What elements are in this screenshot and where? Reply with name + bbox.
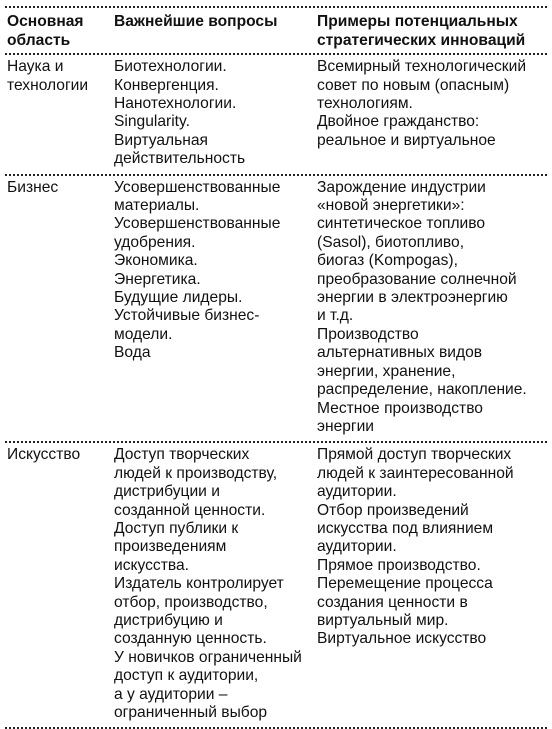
issues-line: а у аудитории – — [114, 685, 228, 703]
examples-line: Производство — [317, 325, 419, 343]
issues-line: отбор, производство, — [114, 593, 268, 611]
area-cell — [5, 58, 114, 168]
issues-line: дистрибуции и — [114, 483, 220, 501]
area-line: технологии — [7, 76, 89, 94]
issues-line: Конвергенция. — [114, 76, 219, 94]
examples-line: Прямой доступ творческих — [317, 446, 512, 464]
examples-line: аудитории. — [317, 483, 397, 501]
examples-line: Виртуальное искусство — [317, 630, 487, 648]
examples-line: энергии — [317, 417, 375, 435]
examples-line: виртуальный мир. — [317, 611, 449, 629]
examples-line: энергии в электроэнергию — [317, 289, 508, 307]
table-row — [5, 55, 547, 173]
examples-line: технологиям. — [317, 95, 413, 112]
examples-line: «новой энергетики»: — [317, 197, 465, 215]
examples-line: биогаз (Kompogas), — [317, 252, 458, 270]
issues-line: материалы. — [114, 197, 200, 215]
issues-line: доступ к аудитории, — [114, 667, 259, 685]
issues-line: Биотехнологии. — [114, 58, 227, 76]
issues-line: Энергетика. — [114, 270, 201, 288]
issues-cell — [114, 58, 317, 168]
header-examples — [317, 13, 547, 50]
issues-line: ограниченный выбор — [114, 704, 268, 721]
header-area — [5, 13, 114, 50]
issues-line: Виртуальная — [114, 131, 209, 149]
examples-line: создания ценности в — [317, 593, 468, 611]
examples-line: Отбор произведений — [317, 501, 469, 519]
issues-line: Вода — [114, 344, 151, 362]
examples-line: искусства под влиянием — [317, 519, 494, 537]
header-issues-line: Важнейшие вопросы — [114, 13, 278, 30]
issues-line: Нанотехнологии. — [114, 95, 237, 112]
examples-line: Прямое производство. — [317, 556, 481, 574]
area-cell — [5, 446, 114, 722]
issues-line: удобрения. — [114, 233, 196, 251]
issues-line: людей к производству, — [114, 464, 278, 482]
examples-line: Двойное гражданство: — [317, 113, 480, 131]
examples-line: преобразование солнечной — [317, 270, 517, 288]
examples-line: Зарождение индустрии — [317, 178, 486, 196]
examples-line: Всемирный технологический — [317, 58, 527, 76]
issues-line: произведениям — [114, 538, 227, 556]
issues-line: Доступ творческих — [114, 446, 250, 464]
examples-line: людей к заинтересованной — [317, 464, 514, 482]
examples-line: Перемещение процесса — [317, 575, 493, 593]
issues-line: Singularity. — [114, 113, 190, 131]
examples-line: (Sasol), биотопливо, — [317, 233, 465, 251]
issues-line: созданную ценность. — [114, 630, 267, 648]
header-area-line: область — [7, 31, 71, 49]
area-line: Искусство — [7, 446, 81, 464]
examples-line: Местное производство — [317, 399, 483, 417]
issues-line: Экономика. — [114, 252, 198, 270]
issues-line: созданной ценности. — [114, 501, 266, 519]
examples-cell — [317, 179, 547, 437]
table-row — [5, 176, 547, 442]
table-header-row — [5, 8, 547, 53]
examples-line: и т.д. — [317, 307, 354, 325]
table-row — [5, 443, 547, 727]
issues-cell — [114, 446, 317, 722]
issues-line: Устойчивые бизнес- — [114, 307, 260, 325]
examples-line: энергии, хранение, — [317, 362, 456, 380]
issues-line: модели. — [114, 325, 173, 343]
area-cell — [5, 179, 114, 437]
issues-line: Усовершенствованные — [114, 178, 281, 196]
issues-line: Будущие лидеры. — [114, 289, 243, 307]
examples-line: совет по новым (опасным) — [317, 76, 510, 94]
area-line: Бизнес — [7, 178, 59, 196]
issues-line: Доступ публики к — [114, 519, 239, 537]
header-area-line: Основная — [7, 13, 84, 30]
issues-line: искусства. — [114, 556, 189, 574]
header-issues — [114, 13, 317, 50]
issues-line: действительность — [114, 150, 246, 168]
issues-cell — [114, 179, 317, 437]
examples-line: аудитории. — [317, 538, 397, 556]
issues-line: У новичков ограниченный — [114, 648, 302, 666]
issues-line: дистрибуцию и — [114, 611, 223, 629]
issues-line: Издатель контролирует — [114, 575, 284, 593]
examples-cell — [317, 446, 547, 722]
area-line: Наука и — [7, 58, 64, 76]
examples-cell — [317, 58, 547, 168]
header-examples-line: Примеры потенциальных — [317, 13, 518, 30]
issues-line: Усовершенствованные — [114, 215, 281, 233]
examples-line: синтетическое топливо — [317, 215, 486, 233]
examples-line: распределение, накопление. — [317, 381, 527, 399]
examples-line: альтернативных видов — [317, 344, 483, 362]
examples-line: реальное и виртуальное — [317, 131, 496, 149]
header-examples-line: стратегических инноваций — [317, 31, 526, 49]
innovation-table — [5, 6, 547, 729]
